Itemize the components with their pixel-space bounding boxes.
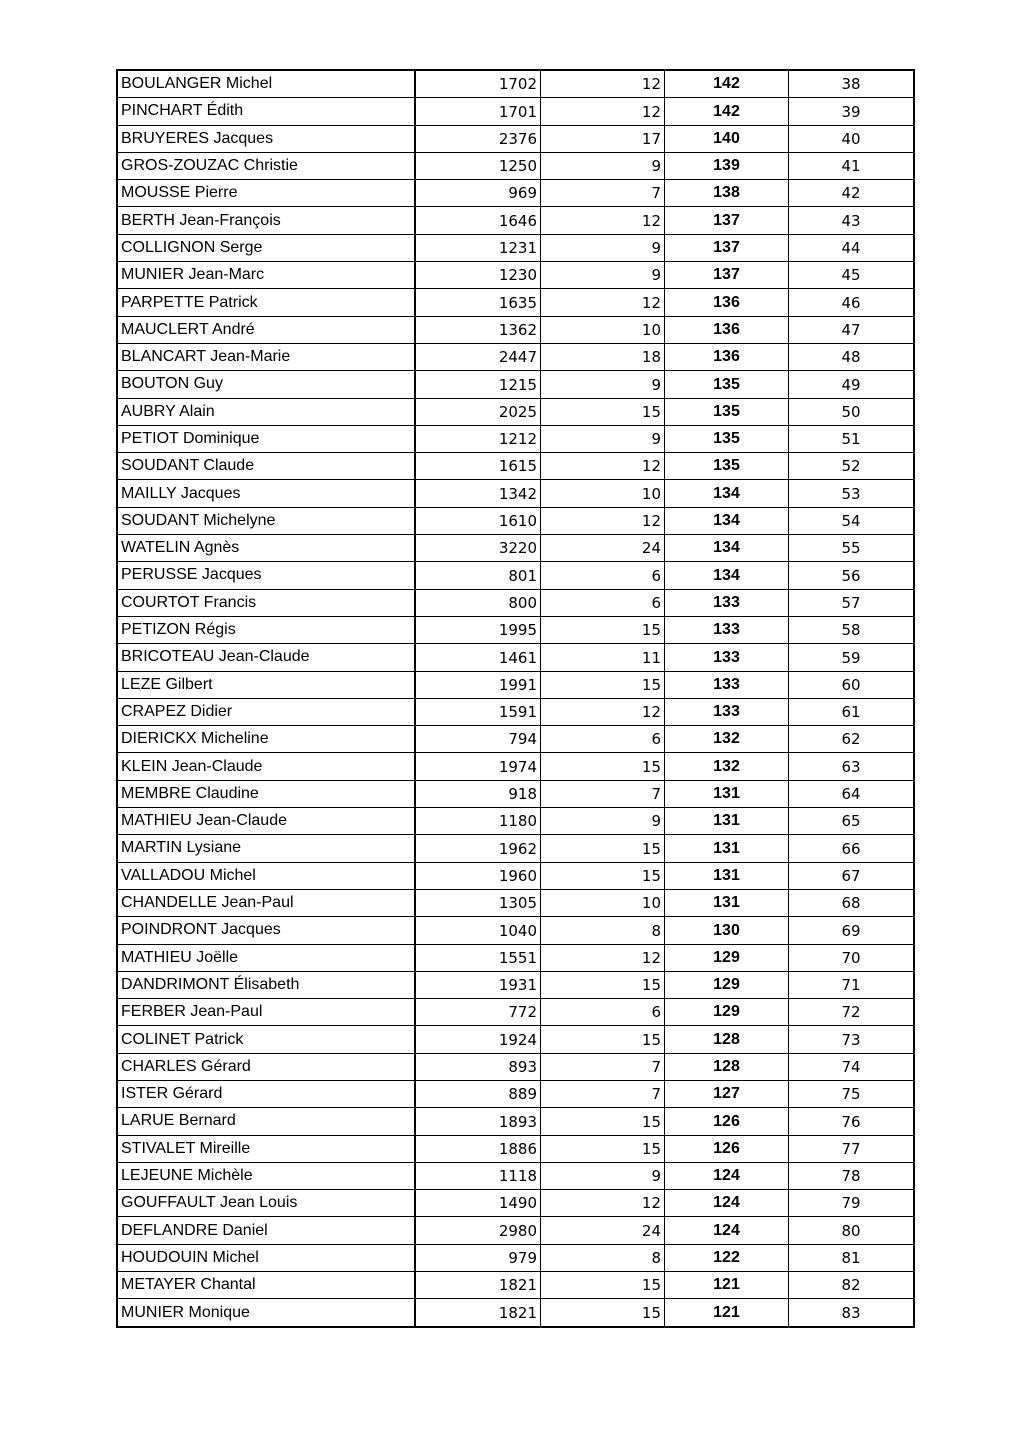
games-count-cell: 9: [541, 808, 665, 835]
rank-cell: 79: [789, 1190, 915, 1217]
average-cell: 130: [665, 917, 789, 944]
player-name-cell: COLINET Patrick: [117, 1026, 415, 1053]
table-row: [117, 371, 914, 398]
total-points-cell: 1701: [415, 98, 541, 125]
rank-cell: 52: [789, 453, 915, 480]
table-row: [117, 125, 914, 152]
total-points-cell: 1893: [415, 1108, 541, 1135]
games-count-cell: 12: [541, 207, 665, 234]
total-points-cell: 1931: [415, 971, 541, 998]
total-points-cell: 889: [415, 1080, 541, 1107]
rank-cell: 83: [789, 1299, 915, 1327]
table-row: [117, 507, 914, 534]
table-row: [117, 262, 914, 289]
table-row: [117, 1080, 914, 1107]
player-name-cell: MUNIER Jean-Marc: [117, 262, 415, 289]
total-points-cell: 1180: [415, 808, 541, 835]
average-cell: 131: [665, 862, 789, 889]
games-count-cell: 9: [541, 152, 665, 179]
rank-cell: 75: [789, 1080, 915, 1107]
average-cell: 124: [665, 1217, 789, 1244]
rank-cell: 49: [789, 371, 915, 398]
total-points-cell: 1991: [415, 671, 541, 698]
table-row: [117, 562, 914, 589]
player-name-cell: BRUYERES Jacques: [117, 125, 415, 152]
total-points-cell: 893: [415, 1053, 541, 1080]
total-points-cell: 3220: [415, 535, 541, 562]
total-points-cell: 1551: [415, 944, 541, 971]
average-cell: 122: [665, 1244, 789, 1271]
player-name-cell: DIERICKX Micheline: [117, 726, 415, 753]
total-points-cell: 1118: [415, 1162, 541, 1189]
games-count-cell: 6: [541, 589, 665, 616]
total-points-cell: 1040: [415, 917, 541, 944]
rank-cell: 55: [789, 535, 915, 562]
table-row: [117, 1217, 914, 1244]
player-name-cell: DEFLANDRE Daniel: [117, 1217, 415, 1244]
rank-cell: 62: [789, 726, 915, 753]
rank-cell: 47: [789, 316, 915, 343]
player-name-cell: PINCHART Édith: [117, 98, 415, 125]
total-points-cell: 1461: [415, 644, 541, 671]
games-count-cell: 9: [541, 371, 665, 398]
total-points-cell: 1886: [415, 1135, 541, 1162]
games-count-cell: 24: [541, 1217, 665, 1244]
average-cell: 127: [665, 1080, 789, 1107]
table-row: [117, 152, 914, 179]
rank-cell: 72: [789, 999, 915, 1026]
average-cell: 134: [665, 535, 789, 562]
player-name-cell: BOUTON Guy: [117, 371, 415, 398]
games-count-cell: 24: [541, 535, 665, 562]
average-cell: 131: [665, 835, 789, 862]
rank-cell: 68: [789, 889, 915, 916]
table-row: [117, 753, 914, 780]
player-name-cell: COURTOT Francis: [117, 589, 415, 616]
games-count-cell: 18: [541, 343, 665, 370]
table-row: [117, 616, 914, 643]
games-count-cell: 11: [541, 644, 665, 671]
total-points-cell: 1995: [415, 616, 541, 643]
rank-cell: 56: [789, 562, 915, 589]
games-count-cell: 8: [541, 917, 665, 944]
average-cell: 135: [665, 371, 789, 398]
total-points-cell: 800: [415, 589, 541, 616]
rank-cell: 48: [789, 343, 915, 370]
games-count-cell: 15: [541, 1135, 665, 1162]
games-count-cell: 15: [541, 971, 665, 998]
total-points-cell: 1250: [415, 152, 541, 179]
average-cell: 121: [665, 1299, 789, 1327]
games-count-cell: 8: [541, 1244, 665, 1271]
player-name-cell: MAILLY Jacques: [117, 480, 415, 507]
games-count-cell: 12: [541, 70, 665, 98]
player-name-cell: BERTH Jean-François: [117, 207, 415, 234]
table-row: [117, 944, 914, 971]
rank-cell: 43: [789, 207, 915, 234]
total-points-cell: 1212: [415, 425, 541, 452]
player-name-cell: MOUSSE Pierre: [117, 180, 415, 207]
total-points-cell: 2980: [415, 1217, 541, 1244]
player-name-cell: METAYER Chantal: [117, 1272, 415, 1299]
games-count-cell: 9: [541, 425, 665, 452]
table-row: [117, 343, 914, 370]
games-count-cell: 12: [541, 1190, 665, 1217]
average-cell: 133: [665, 589, 789, 616]
average-cell: 128: [665, 1026, 789, 1053]
games-count-cell: 9: [541, 1162, 665, 1189]
rank-cell: 63: [789, 753, 915, 780]
average-cell: 134: [665, 562, 789, 589]
player-name-cell: BOULANGER Michel: [117, 70, 415, 98]
games-count-cell: 6: [541, 999, 665, 1026]
total-points-cell: 918: [415, 780, 541, 807]
table-row: [117, 289, 914, 316]
player-name-cell: SOUDANT Michelyne: [117, 507, 415, 534]
player-name-cell: DANDRIMONT Élisabeth: [117, 971, 415, 998]
player-name-cell: PERUSSE Jacques: [117, 562, 415, 589]
average-cell: 137: [665, 234, 789, 261]
games-count-cell: 15: [541, 753, 665, 780]
total-points-cell: 2376: [415, 125, 541, 152]
table-row: [117, 398, 914, 425]
average-cell: 134: [665, 507, 789, 534]
player-name-cell: BLANCART Jean-Marie: [117, 343, 415, 370]
rank-cell: 82: [789, 1272, 915, 1299]
table-row: [117, 234, 914, 261]
rank-cell: 74: [789, 1053, 915, 1080]
total-points-cell: 794: [415, 726, 541, 753]
rank-cell: 41: [789, 152, 915, 179]
rank-cell: 39: [789, 98, 915, 125]
games-count-cell: 12: [541, 453, 665, 480]
games-count-cell: 15: [541, 1272, 665, 1299]
rank-cell: 73: [789, 1026, 915, 1053]
player-name-cell: MUNIER Monique: [117, 1299, 415, 1327]
average-cell: 126: [665, 1135, 789, 1162]
total-points-cell: 1821: [415, 1299, 541, 1327]
average-cell: 133: [665, 698, 789, 725]
rank-cell: 66: [789, 835, 915, 862]
table-row: [117, 535, 914, 562]
table-row: [117, 671, 914, 698]
player-name-cell: GROS-ZOUZAC Christie: [117, 152, 415, 179]
table-row: [117, 425, 914, 452]
average-cell: 129: [665, 971, 789, 998]
average-cell: 124: [665, 1190, 789, 1217]
rank-cell: 57: [789, 589, 915, 616]
total-points-cell: 2447: [415, 343, 541, 370]
games-count-cell: 7: [541, 180, 665, 207]
average-cell: 133: [665, 616, 789, 643]
ranking-table-body: [117, 70, 914, 1327]
player-name-cell: LEZE Gilbert: [117, 671, 415, 698]
average-cell: 129: [665, 944, 789, 971]
rank-cell: 69: [789, 917, 915, 944]
games-count-cell: 7: [541, 1080, 665, 1107]
average-cell: 142: [665, 98, 789, 125]
rank-cell: 58: [789, 616, 915, 643]
total-points-cell: 1305: [415, 889, 541, 916]
player-name-cell: FERBER Jean-Paul: [117, 999, 415, 1026]
player-name-cell: COLLIGNON Serge: [117, 234, 415, 261]
player-name-cell: BRICOTEAU Jean-Claude: [117, 644, 415, 671]
total-points-cell: 1924: [415, 1026, 541, 1053]
average-cell: 124: [665, 1162, 789, 1189]
games-count-cell: 7: [541, 1053, 665, 1080]
games-count-cell: 15: [541, 1299, 665, 1327]
player-name-cell: GOUFFAULT Jean Louis: [117, 1190, 415, 1217]
table-row: [117, 698, 914, 725]
player-name-cell: POINDRONT Jacques: [117, 917, 415, 944]
games-count-cell: 15: [541, 398, 665, 425]
table-row: [117, 808, 914, 835]
average-cell: 128: [665, 1053, 789, 1080]
total-points-cell: 1615: [415, 453, 541, 480]
average-cell: 131: [665, 780, 789, 807]
games-count-cell: 7: [541, 780, 665, 807]
ranking-table: [116, 69, 915, 1328]
total-points-cell: 801: [415, 562, 541, 589]
table-row: [117, 1299, 914, 1327]
player-name-cell: STIVALET Mireille: [117, 1135, 415, 1162]
player-name-cell: CRAPEZ Didier: [117, 698, 415, 725]
average-cell: 132: [665, 726, 789, 753]
average-cell: 142: [665, 70, 789, 98]
player-name-cell: PETIOT Dominique: [117, 425, 415, 452]
player-name-cell: MATHIEU Jean-Claude: [117, 808, 415, 835]
average-cell: 136: [665, 343, 789, 370]
player-name-cell: HOUDOUIN Michel: [117, 1244, 415, 1271]
rank-cell: 44: [789, 234, 915, 261]
total-points-cell: 1230: [415, 262, 541, 289]
player-name-cell: MAUCLERT André: [117, 316, 415, 343]
total-points-cell: 2025: [415, 398, 541, 425]
rank-cell: 50: [789, 398, 915, 425]
games-count-cell: 6: [541, 726, 665, 753]
player-name-cell: CHANDELLE Jean-Paul: [117, 889, 415, 916]
rank-cell: 54: [789, 507, 915, 534]
player-name-cell: LEJEUNE Michèle: [117, 1162, 415, 1189]
table-row: [117, 207, 914, 234]
table-row: [117, 862, 914, 889]
total-points-cell: 1362: [415, 316, 541, 343]
total-points-cell: 1646: [415, 207, 541, 234]
total-points-cell: 772: [415, 999, 541, 1026]
rank-cell: 51: [789, 425, 915, 452]
table-row: [117, 98, 914, 125]
table-row: [117, 480, 914, 507]
games-count-cell: 12: [541, 98, 665, 125]
average-cell: 132: [665, 753, 789, 780]
total-points-cell: 1610: [415, 507, 541, 534]
games-count-cell: 6: [541, 562, 665, 589]
player-name-cell: CHARLES Gérard: [117, 1053, 415, 1080]
player-name-cell: MARTIN Lysiane: [117, 835, 415, 862]
average-cell: 137: [665, 207, 789, 234]
player-name-cell: SOUDANT Claude: [117, 453, 415, 480]
rank-cell: 67: [789, 862, 915, 889]
games-count-cell: 12: [541, 698, 665, 725]
total-points-cell: 1591: [415, 698, 541, 725]
table-row: [117, 889, 914, 916]
rank-cell: 61: [789, 698, 915, 725]
average-cell: 133: [665, 671, 789, 698]
rank-cell: 70: [789, 944, 915, 971]
player-name-cell: KLEIN Jean-Claude: [117, 753, 415, 780]
table-row: [117, 589, 914, 616]
rank-cell: 81: [789, 1244, 915, 1271]
player-name-cell: WATELIN Agnès: [117, 535, 415, 562]
table-row: [117, 917, 914, 944]
table-row: [117, 1190, 914, 1217]
player-name-cell: MATHIEU Joëlle: [117, 944, 415, 971]
average-cell: 131: [665, 808, 789, 835]
table-row: [117, 453, 914, 480]
table-row: [117, 70, 914, 98]
table-row: [117, 1272, 914, 1299]
rank-cell: 71: [789, 971, 915, 998]
average-cell: 131: [665, 889, 789, 916]
table-row: [117, 1026, 914, 1053]
games-count-cell: 9: [541, 262, 665, 289]
table-row: [117, 780, 914, 807]
total-points-cell: 1702: [415, 70, 541, 98]
table-row: [117, 180, 914, 207]
table-row: [117, 1162, 914, 1189]
rank-cell: 53: [789, 480, 915, 507]
average-cell: 133: [665, 644, 789, 671]
average-cell: 129: [665, 999, 789, 1026]
games-count-cell: 15: [541, 862, 665, 889]
average-cell: 140: [665, 125, 789, 152]
games-count-cell: 15: [541, 616, 665, 643]
player-name-cell: LARUE Bernard: [117, 1108, 415, 1135]
games-count-cell: 10: [541, 480, 665, 507]
rank-cell: 38: [789, 70, 915, 98]
average-cell: 137: [665, 262, 789, 289]
average-cell: 136: [665, 289, 789, 316]
games-count-cell: 17: [541, 125, 665, 152]
table-row: [117, 644, 914, 671]
average-cell: 138: [665, 180, 789, 207]
rank-cell: 78: [789, 1162, 915, 1189]
average-cell: 121: [665, 1272, 789, 1299]
total-points-cell: 1490: [415, 1190, 541, 1217]
average-cell: 134: [665, 480, 789, 507]
rank-cell: 77: [789, 1135, 915, 1162]
rank-cell: 46: [789, 289, 915, 316]
total-points-cell: 1635: [415, 289, 541, 316]
games-count-cell: 12: [541, 289, 665, 316]
player-name-cell: MEMBRE Claudine: [117, 780, 415, 807]
total-points-cell: 1821: [415, 1272, 541, 1299]
table-row: [117, 316, 914, 343]
table-row: [117, 1108, 914, 1135]
player-name-cell: VALLADOU Michel: [117, 862, 415, 889]
rank-cell: 80: [789, 1217, 915, 1244]
games-count-cell: 15: [541, 671, 665, 698]
games-count-cell: 9: [541, 234, 665, 261]
total-points-cell: 1342: [415, 480, 541, 507]
player-name-cell: ISTER Gérard: [117, 1080, 415, 1107]
games-count-cell: 15: [541, 835, 665, 862]
total-points-cell: 1962: [415, 835, 541, 862]
total-points-cell: 1960: [415, 862, 541, 889]
rank-cell: 76: [789, 1108, 915, 1135]
table-row: [117, 1053, 914, 1080]
player-name-cell: PARPETTE Patrick: [117, 289, 415, 316]
total-points-cell: 979: [415, 1244, 541, 1271]
total-points-cell: 1231: [415, 234, 541, 261]
rank-cell: 59: [789, 644, 915, 671]
rank-cell: 60: [789, 671, 915, 698]
average-cell: 135: [665, 425, 789, 452]
average-cell: 136: [665, 316, 789, 343]
table-row: [117, 999, 914, 1026]
table-row: [117, 726, 914, 753]
table-row: [117, 835, 914, 862]
total-points-cell: 1215: [415, 371, 541, 398]
player-name-cell: AUBRY Alain: [117, 398, 415, 425]
games-count-cell: 15: [541, 1108, 665, 1135]
total-points-cell: 969: [415, 180, 541, 207]
average-cell: 126: [665, 1108, 789, 1135]
rank-cell: 42: [789, 180, 915, 207]
rank-cell: 65: [789, 808, 915, 835]
total-points-cell: 1974: [415, 753, 541, 780]
average-cell: 135: [665, 453, 789, 480]
rank-cell: 40: [789, 125, 915, 152]
games-count-cell: 12: [541, 507, 665, 534]
games-count-cell: 12: [541, 944, 665, 971]
average-cell: 135: [665, 398, 789, 425]
average-cell: 139: [665, 152, 789, 179]
games-count-cell: 10: [541, 316, 665, 343]
games-count-cell: 15: [541, 1026, 665, 1053]
table-row: [117, 1135, 914, 1162]
table-row: [117, 971, 914, 998]
table-row: [117, 1244, 914, 1271]
player-name-cell: PETIZON Régis: [117, 616, 415, 643]
games-count-cell: 10: [541, 889, 665, 916]
rank-cell: 45: [789, 262, 915, 289]
rank-cell: 64: [789, 780, 915, 807]
